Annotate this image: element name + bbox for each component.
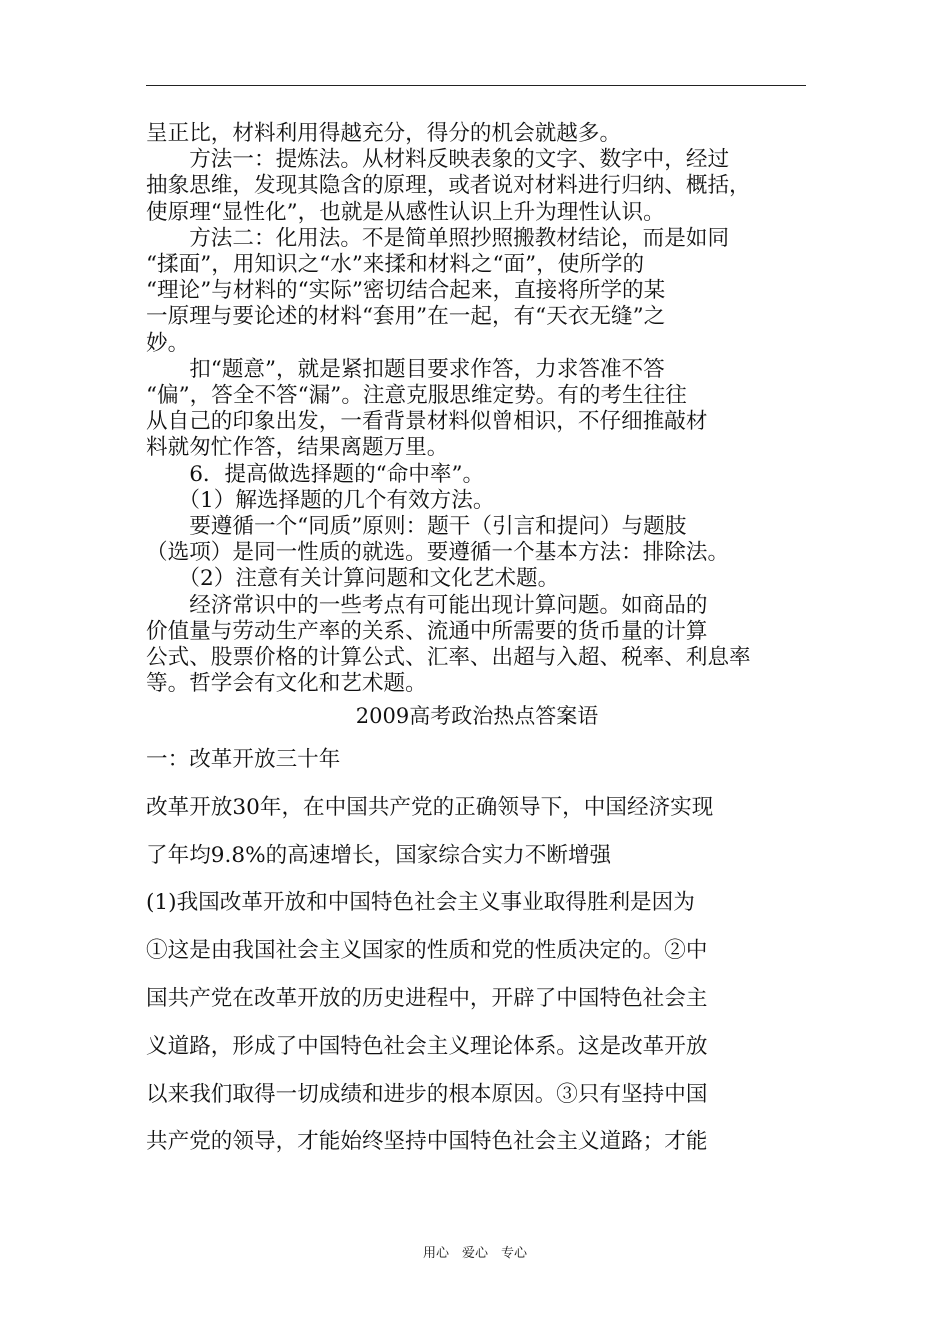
text-line: “揉面”，用知识之“水”来揉和材料之“面”，使所学的 bbox=[146, 252, 645, 278]
text-line: 共产党的领导，才能始终坚持中国特色社会主义道路；才能 bbox=[146, 1129, 708, 1155]
text-line: 方法二：化用法。不是简单照抄照搬教材结论，而是如同 bbox=[146, 225, 730, 251]
text-line: 公式、股票价格的计算公式、汇率、出超与入超、税率、利息率 bbox=[146, 645, 751, 671]
text-line: 一原理与要论述的材料“套用”在一起，有“天衣无缝”之 bbox=[146, 304, 666, 330]
text-line: 从自己的印象出发，一看背景材料似曾相识，不仔细推敲材 bbox=[146, 409, 708, 435]
text-line: 6．提高做选择题的“命中率”。 bbox=[146, 461, 485, 487]
text-line: “理论”与材料的“实际”密切结合起来，直接将所学的某 bbox=[146, 278, 666, 304]
text-line: 义道路，形成了中国特色社会主义理论体系。这是改革开放 bbox=[146, 1033, 708, 1059]
text-line: 改革开放30年，在中国共产党的正确领导下，中国经济实现 bbox=[146, 794, 714, 820]
header-rule bbox=[146, 85, 806, 86]
text-line: 方法一：提炼法。从材料反映表象的文字、数字中，经过 bbox=[146, 147, 730, 173]
text-line: 料就匆忙作答，结果离题万里。 bbox=[146, 435, 449, 461]
text-line: “偏”，答全不答“漏”。注意克服思维定势。有的考生往往 bbox=[146, 383, 687, 409]
text-line: 妙。 bbox=[146, 330, 190, 356]
text-line: 使原理“显性化”，也就是从感性认识上升为理性认识。 bbox=[146, 199, 665, 225]
text-line: 呈正比，材料利用得越充分，得分的机会就越多。 bbox=[146, 121, 622, 146]
text-line: 等。哲学会有文化和艺术题。 bbox=[146, 671, 427, 697]
text-line: ①这是由我国社会主义国家的性质和党的性质决定的。②中 bbox=[146, 938, 708, 964]
text-line: (1)我国改革开放和中国特色社会主义事业取得胜利是因为 bbox=[146, 890, 695, 916]
text-line: 价值量与劳动生产率的关系、流通中所需要的货币量的计算 bbox=[146, 618, 708, 644]
text-line: 以来我们取得一切成绩和进步的根本原因。③只有坚持中国 bbox=[146, 1081, 708, 1107]
text-line: 了年均9.8%的高速增长，国家综合实力不断增强 bbox=[146, 842, 612, 868]
upper-body-text bbox=[146, 121, 808, 697]
text-line: 经济常识中的一些考点有可能出现计算问题。如商品的 bbox=[146, 592, 708, 618]
text-line: 一：改革开放三十年 bbox=[146, 747, 341, 772]
text-line: （1）解选择题的几个有效方法。 bbox=[146, 487, 495, 513]
lower-body-text bbox=[146, 736, 808, 1166]
text-line: 扣“题意”，就是紧扣题目要求作答，力求答准不答 bbox=[146, 356, 665, 382]
text-line: 要遵循一个“同质”原则：题干（引言和提问）与题肢 bbox=[146, 514, 687, 540]
section-title: 2009高考政治热点答案语 bbox=[355, 704, 599, 728]
text-line: 抽象思维，发现其隐含的原理，或者说对材料进行归纳、概括， bbox=[146, 173, 751, 199]
text-line: （2）注意有关计算问题和文化艺术题。 bbox=[146, 566, 560, 592]
page-footer: 用心 爱心 专心 bbox=[422, 1246, 527, 1261]
text-line: （选项）是同一性质的就选。要遵循一个基本方法：排除法。 bbox=[146, 540, 730, 566]
text-line: 国共产党在改革开放的历史进程中，开辟了中国特色社会主 bbox=[146, 985, 708, 1011]
